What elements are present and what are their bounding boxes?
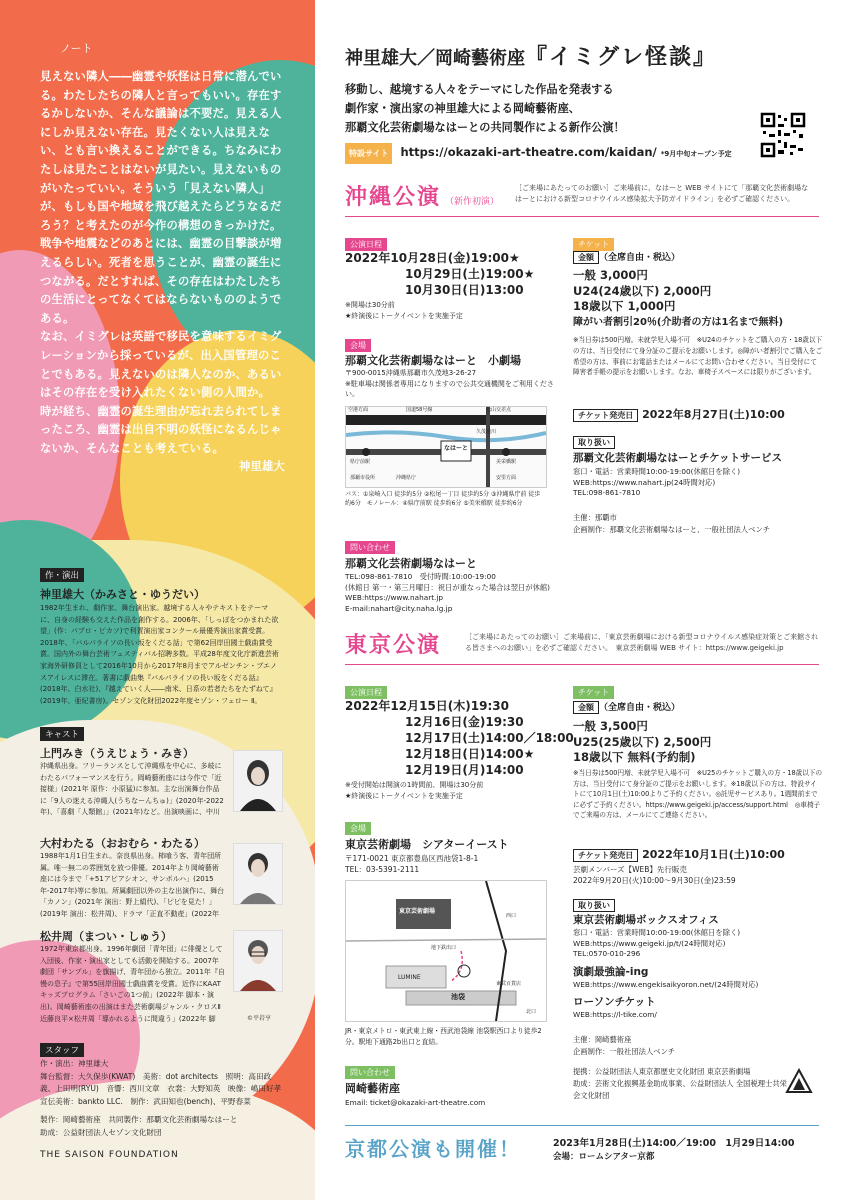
presale-line: 芸劇メンバーズ【WEB】先行販売 [573, 865, 687, 874]
tokyo-handler: 演劇最強論-ing [573, 966, 649, 978]
handling-tag: 取り扱い [573, 899, 615, 912]
staff-tag: スタッフ [40, 1043, 84, 1057]
handler-line: TEL:098-861-7810 [573, 488, 641, 497]
handler-line[interactable]: WEB:https://www.engekisaikyoron.net/(24時間対応) [573, 980, 759, 989]
handler-line: 窓口・電話：営業時間10:00-19:00(休館日を除く) [573, 467, 741, 476]
okinawa-handling [573, 430, 615, 449]
tokyo-heading [345, 628, 441, 659]
presale-line: 2022年9月20日(火)10:00〜9月30日(金)23:59 [573, 876, 736, 885]
okinawa-release [573, 406, 785, 422]
date-note: ※受付開始は開演の1時間前、開場は30分前 [345, 781, 484, 789]
intro-line: 劇作家・演出家の神里雄大による岡崎藝術座、 [345, 102, 580, 115]
contact-line: (休館日 第一・第三月曜日：祝日が重なった場合は翌日が休館) [345, 582, 551, 592]
essay-paragraph: 時が経ち、幽霊の誕生理由が忘れ去られてしまったころ、幽霊は出自不明の妖怪になるんじゃないか、そんなことも考えている。 [40, 404, 282, 455]
map-label: 北口 [526, 1009, 537, 1015]
cast-name: 上門みき（うえじょう・みき） [40, 747, 194, 760]
director-tag: 作・演出 [40, 568, 84, 582]
release-tag: チケット発売日 [573, 409, 638, 422]
okinawa-price-head [573, 250, 680, 264]
okinawa-date-notes [345, 300, 463, 321]
map-label: 西口 [506, 913, 517, 919]
release-tag: チケット発売日 [573, 849, 638, 862]
special-site [345, 143, 732, 164]
company-name: 神里雄大／岡崎藝術座 [345, 48, 525, 69]
performance-date: 12月16日(金)19:30 [405, 715, 524, 729]
performance-date: 12月18日(日)14:00★ [405, 747, 535, 761]
tokyo-handling [573, 893, 615, 912]
production-credit: 助成：公益財団法人セゾン文化財団 [40, 1127, 162, 1137]
map-label: 那覇市役所 [350, 475, 376, 481]
staff-section [40, 1038, 84, 1057]
tokyo-venue-section [345, 816, 371, 835]
map-label: 東京芸術劇場 [399, 908, 436, 915]
map-label: 松山交差点 [486, 407, 512, 413]
handler-line[interactable]: WEB:https://www.nahart.jp(24時間対応) [573, 477, 716, 487]
cast-bio: 沖縄県出身。フリーランスとして沖縄県を中心に、多岐にわたるパフォーマンスを行う。岡崎藝術座には今作で「近接様」(2021年 原作：小原猛)に参加。主な出演舞台作品に「9人の迷える沖縄人(うちなーんちゅ)」(2020年-2022年)、「喜劇「人類館」」(2021年)など。出演映画に、中川 [40, 762, 224, 817]
handler-line: 窓口・電話：営業時間10:00-19:00(休館日を除く) [573, 928, 741, 937]
map-label: 国道58号線 [406, 407, 433, 413]
cast-section [40, 722, 84, 741]
contact-line[interactable]: E-mail:nahart@city.naha.lg.jp [345, 603, 453, 613]
venue-tag: 会場 [345, 339, 371, 352]
note-heading: ノート [60, 42, 93, 55]
intro [345, 80, 732, 164]
map-label: 美栄橋駅 [496, 459, 517, 465]
performance-date: 2022年10月28日(金)19:00★ [345, 251, 520, 265]
cast-tag: キャスト [40, 727, 84, 741]
tokyo-contact-name: 岡崎藝術座 [345, 1082, 400, 1095]
cast-name: 大村わたる（おおむら・わたる） [40, 837, 205, 850]
site-url-link[interactable]: https://okazaki-art-theatre.com/kaidan/ [400, 145, 657, 159]
kyoto-venue: 会場：ロームシアター京都 [553, 1152, 655, 1162]
tokyo-handler: ローソンチケット [573, 996, 656, 1008]
map-label: 沖縄県庁 [396, 475, 417, 481]
organizer-line: 主催：那覇市 [573, 513, 617, 522]
tokyo-dates [345, 698, 575, 778]
organizer-line: 提携：公益財団法人東京都歴史文化財団 東京芸術劇場 [573, 1067, 751, 1076]
arts-council-logo-icon [785, 1068, 813, 1096]
venue-tag: 会場 [345, 822, 371, 835]
foundation-logo: THE SAISON FOUNDATION [40, 1150, 179, 1160]
contact-line: TEL:098-861-7810 受付時間:10:00-19:00 [345, 572, 496, 581]
show-title: 『イミグレ怪談』 [525, 45, 718, 70]
cast-name: 松井周（まつい・しゅう） [40, 930, 172, 943]
staff-line: 作・演出：神里雄大 [40, 1059, 109, 1068]
map-label: 地下鉄出口 [431, 945, 457, 951]
price-line: 一般 3,000円 [573, 268, 648, 282]
cast-portrait [233, 843, 283, 905]
site-badge: 特設サイト [345, 143, 392, 164]
price-line: 18歳以下 1,000円 [573, 299, 676, 313]
okinawa-dates [345, 250, 565, 298]
okinawa-venue: 那覇文化芸術劇場なはーと 小劇場 [345, 354, 521, 367]
okinawa-contact [345, 572, 550, 614]
venue-address: 〒171-0021 東京都豊島区西池袋1-8-1 [345, 854, 479, 863]
handling-tag: 取り扱い [573, 436, 615, 449]
performance-date: 12月17日(土)14:00／18:00 [405, 731, 574, 745]
tokyo-map [345, 880, 547, 1022]
price-tag: 金額 [573, 701, 599, 714]
contact-line[interactable]: WEB:https://www.nahart.jp [345, 593, 444, 602]
site-note: *9月中旬オープン予定 [660, 150, 732, 158]
kyoto-title: 京都公演も開催！ [345, 1137, 521, 1161]
tokyo-notice: ［ご来場にあたってのお願い］ご来場前に、「東京芸術劇場における新型コロナウイルス感染症対策とご来館される皆さまへのお願い」を必ずご確認ください。 東京芸術劇場 WEB サイト：https://www.geigeki.jp [465, 633, 819, 652]
okinawa-organizer [573, 512, 770, 536]
okinawa-contact-name: 那覇文化芸術劇場なはーと [345, 557, 477, 570]
map-label: 久茂地川 [476, 429, 497, 435]
map-label: なはーと [444, 445, 469, 452]
divider [345, 216, 819, 217]
okinawa-contact-section [345, 535, 395, 554]
release-date: 2022年10月1日(土)10:00 [642, 848, 785, 861]
staff-list [40, 1058, 289, 1139]
tokyo-price-head [573, 700, 680, 714]
handler-line[interactable]: WEB:https://www.geigeki.jp/t/(24時間対応) [573, 938, 726, 948]
handler-line[interactable]: WEB:https://l-tike.com/ [573, 1010, 657, 1019]
date-note: ※開場は30分前 [345, 301, 395, 309]
divider [345, 664, 819, 665]
map-label: 県庁前駅 [350, 459, 371, 465]
contact-tag: 問い合わせ [345, 541, 395, 554]
tokyo-schedule [345, 680, 387, 699]
okinawa-map [345, 406, 547, 488]
tokyo-venue: 東京芸術劇場 シアターイースト [345, 838, 509, 851]
intro-line: 那覇文化芸術劇場なはーとの共同製作による新作公演！ [345, 121, 625, 134]
okinawa-ticket-section [573, 232, 614, 251]
contact-tag: 問い合わせ [345, 1066, 395, 1079]
price-line: U24(24歳以下) 2,000円 [573, 283, 712, 298]
map-label: 空港方面 [348, 407, 369, 413]
essay-paragraph: なお、イミグレは英語で移民を意味するイミグレーションから採っているが、出入国管理のことでもある。見えないのは隣人なのか、あるいはその存在を受け入れたくない側の人間か。 [40, 330, 282, 400]
performance-date: 10月30日(日)13:00 [405, 283, 524, 297]
ticket-tag: チケット [573, 686, 614, 699]
cast-bio: 1988年1月1日生まれ。奈良県出身。柿喰う客、青年団所属。唯一無二の雰囲気を放つ俳優。2014年より岡崎藝術座には今まで「+51アビアシオン、サンボルハ」(2015年-2017年)等に参加。所属劇団以外の主な出演作に、舞台「カノン」(2021年 演出：野上絹代)、「ピピを見た！」(2019年 演出：松井周)、ドラマ「正直不動産」(2022年 [40, 852, 225, 918]
venue-tel: TEL：03-5391-2111 [345, 865, 420, 874]
cast-bio: 1972年東京都出身。1996年劇団「青年団」に俳優として入団後、作家・演出家としても活動を開始する。2007年劇団「サンプル」を旗揚げ、青年団から独立。2011年『自慢の息子』で第55回岸田國士戯曲賞を受賞。近作にKAATキッズプログラム「さいごの1つ前」(2022年 脚本・演出)。岡崎藝術座の出演はまた芸術劇場ジャンル・クロスⅡ 近藤良平×松井周「導かれるように間違う」(2022年 脚 [40, 945, 225, 1023]
tokyo-handler: 東京芸術劇場ボックスオフィス [573, 914, 719, 926]
production-credit: 製作：岡崎藝術座 共同製作：那覇文化芸術劇場なはーと [40, 1115, 238, 1124]
okinawa-address [345, 368, 560, 400]
okinawa-handler-info [573, 467, 740, 499]
tokyo-handler-info [573, 928, 740, 960]
price-note: （全席自由・税込） [599, 703, 681, 713]
organizer-line: 主催：岡崎藝術座 [573, 1035, 632, 1044]
performance-date: 2022年12月15日(木)19:30 [345, 699, 509, 713]
director-section [40, 563, 84, 582]
tokyo-ticket-section [573, 680, 614, 699]
schedule-tag: 公演日程 [345, 686, 387, 699]
qr-code-icon[interactable] [760, 112, 806, 158]
page-title [345, 40, 717, 71]
ticket-tag: チケット [573, 238, 614, 251]
essay-signature: 神里雄大 [239, 460, 285, 474]
intro-line: 移動し、越境する人々をテーマにした作品を発表する [345, 83, 614, 96]
price-line: U25(25歳以下) 2,500円 [573, 734, 712, 749]
performance-date: 10月29日(土)19:00★ [405, 267, 535, 281]
map-label: LUMINE [398, 974, 421, 981]
venue-address: 〒900-0015沖縄県那覇市久茂地3-26-27 [345, 369, 477, 377]
okinawa-notice: ［ご来場にあたってのお願い］ご来場前に、なはーと WEB サイトにて「那覇文化芸術劇場なはーとにおける新型コロナウイルス感染拡大予防ガイドライン」を必ずご確認ください。 [515, 184, 809, 203]
divider [345, 1125, 819, 1126]
schedule-tag: 公演日程 [345, 238, 387, 251]
tokyo-prices [573, 719, 833, 766]
tokyo-address [345, 853, 478, 875]
staff-line: 舞台監督：大久保歩(KWAT) 美術：dot architects 照明：高田政義、上田明(RYU) 音響：西川文章 衣裳：大野知英 映像：嶋田好孝 宣伝美術：bankto LLC. 制作：武田知也(bench)、平野春菜 [40, 1071, 289, 1106]
photo-credit: ©平岩亨 [247, 1015, 272, 1022]
cast-portrait [233, 750, 283, 812]
price-note: （全席自由・税込） [599, 253, 681, 263]
handler-line: TEL:0570-010-296 [573, 949, 641, 958]
parking-note: ※駐車場は関係者専用になりますので公共交通機関をご利用ください。 [345, 379, 554, 398]
tokyo-contact-email[interactable]: Email: ticket@okazaki-art-theatre.com [345, 1098, 486, 1107]
left-panel [0, 0, 315, 1200]
director-bio: 1982年生まれ、劇作家、舞台演出家。越境する人々やテキストをテーマに、自身の経験も交えた作品を創作する。2006年、「しっぽをつかまれた欲望」(作：パブロ・ピカソ)で利賀演出家コンクール最優秀演出家賞受賞。2018年、「バルパライソの長い坂をくだる話」で第62回岸田國士戯曲賞受賞。国内外の舞台芸術フェスティバル招聘多数。平成28年度文化庁新進芸術家海外研修員として2016年10月から2017年8月までアルゼンチン・ブエノスアイレスに滞在。著書に戯曲集『バルパライソの長い坂をくだる話』(2018年、白水社)、『越えていく人――南米、日系の若者たちをたずねて』(2019年、亜紀書房)。セゾン文化財団2022年度セゾン・フェロー Ⅱ。 [40, 604, 279, 705]
okinawa-prices [573, 268, 833, 330]
performance-date: 12月19日(月)14:00 [405, 763, 524, 777]
essay-paragraph: 見えない隣人――幽霊や妖怪は日常に潜んでいる。わたしたちの隣人と言ってもいい。存在するかしないか、そんな議論は不要だ。見える人にしか見えない存在。見たくない人は見えない、とも言い換えることができる。ちなみにわたしは見たことはないが見たい。見えないものがいたっていい。そういう「見えない隣人」が、もしも国や地域を飛び越えたらどうなるだろう？と考えたのが今作の構想のきっかけだ。 [40, 70, 282, 232]
date-note: ★終演後にトークイベントを実施予定 [345, 311, 463, 320]
okinawa-ticket-notes: ※当日券は500円増。未就学児入場不可 ※U24のチケットをご購入の方・18歳以下の方は、当日受付にて身分証のご提示をお願いします。◎障がい者割引でご購入をご希望の方は、事前にお電話またはメールにてお問い合わせください。当日受付にて障害者手帳の提示をお願いします。なお、車椅子スペースには限りがございます。 [573, 336, 823, 377]
organizer-line: 助成：芸術文化振興基金助成事業、公益財団法人 全国税理士共栄会文化財団 [573, 1079, 787, 1100]
price-line: 18歳以下 無料(予約制) [573, 750, 696, 764]
essay [40, 68, 285, 477]
map-label: 東武百貨店 [496, 981, 522, 987]
okinawa-access: バス：①泉崎入口 徒歩約5分 ②松尾一丁目 徒歩約5分 ③沖縄県庁前 徒歩約6分 モノレール：④県庁前駅 徒歩約6分 ⑤美栄橋駅 徒歩約6分 [345, 491, 541, 507]
cast-portrait [233, 930, 283, 992]
tokyo-ticket-notes: ※当日券は500円増、未就学児入場不可 ※U25のチケットご購入の方・18歳以下の方は、当日受付にて身分証のご提示をお願いします。※18歳以下の方は、特設サイトにて10月1日(土)10:00よりご予約ください。◎託児サービスあり。1週間前までに必ずご予約ください。https://www.geigeki.jp/access/support.html ◎車椅子でご来場の方は、メールにてご連絡ください。 [573, 769, 823, 820]
tokyo-contact-section [345, 1060, 395, 1079]
organizer-line: 企画制作：那覇文化芸術劇場なはーと、一般社団法人ベンチ [573, 525, 771, 534]
tokyo-access: JR・東京メトロ・東武東上線・西武池袋線 池袋駅西口より徒歩2分。駅地下通路2b出口と直結。 [345, 1027, 542, 1046]
okinawa-subtitle: （新作初演） [445, 197, 500, 207]
tokyo-date-notes [345, 780, 483, 801]
kyoto-date: 2023年1月28日(土)14:00／19:00 1月29日14:00 [553, 1138, 795, 1149]
essay-paragraph: 戦争や地震などのあとには、幽霊の目撃談が増えるらしい。死者を思うことが、幽霊の誕生につながる。だとすれば、その存在はわたしたちの生活にとってなくてはならないもののようである。 [40, 237, 282, 325]
price-line: 一般 3,500円 [573, 719, 648, 733]
release-date: 2022年8月27日(土)10:00 [642, 408, 785, 421]
tokyo-release [573, 846, 785, 862]
okinawa-heading [345, 180, 499, 211]
price-tag: 金額 [573, 251, 599, 264]
okinawa-title: 沖縄公演 [345, 185, 442, 210]
okinawa-schedule [345, 232, 387, 251]
right-panel [315, 0, 849, 1200]
price-line: 障がい者割引20％(介助者の方は1名まで無料) [573, 316, 784, 328]
director-name: 神里雄大（かみさと・ゆうだい） [40, 588, 205, 601]
map-label: 池袋 [451, 993, 465, 1001]
map-label: 安里方面 [496, 475, 517, 481]
tokyo-organizer [573, 1034, 788, 1102]
organizer-line: 企画制作：一般社団法人ベンチ [573, 1047, 676, 1056]
tokyo-title: 東京公演 [345, 633, 442, 658]
okinawa-handler: 那覇文化芸術劇場なはーとチケットサービス [573, 452, 783, 464]
tokyo-presale [573, 864, 736, 886]
date-note: ★終演後にトークイベントを実施予定 [345, 791, 463, 800]
okinawa-venue-section [345, 333, 371, 352]
